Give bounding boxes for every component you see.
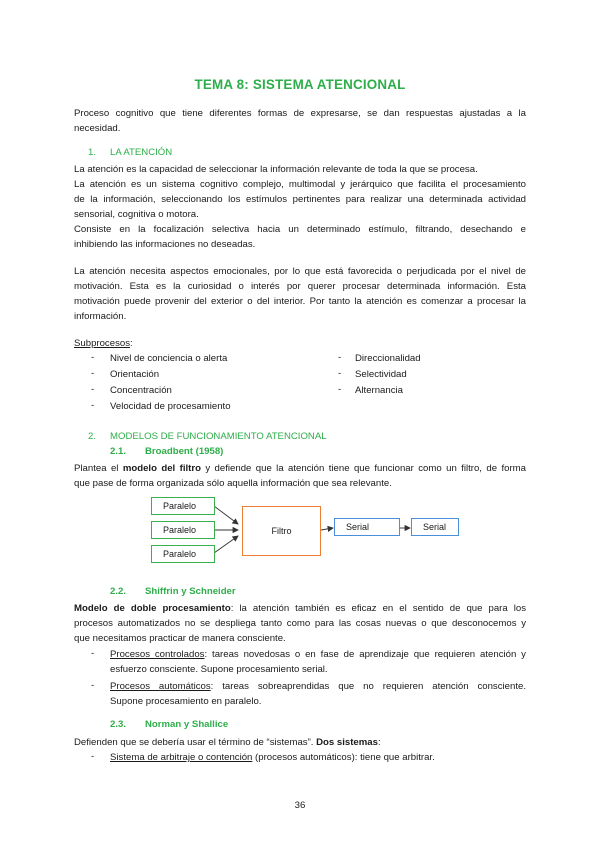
section-2-number: 2. (88, 431, 97, 442)
dash: - (91, 680, 95, 691)
subproceso-item: Orientación (110, 369, 160, 380)
s1-line-3: de la información, seleccionando los estímulos pertinentes para realizar una determinada actividad (74, 194, 526, 205)
shiffrin-line-2: procesos automatizados no se despliega tanto como para las cosas nuevas o que desconocemos y (74, 618, 526, 629)
s1-line-6: inhibiendo las informaciones no deseadas. (74, 239, 256, 250)
s1-para2-line-4: información. (74, 311, 127, 322)
paralelo-box: Paralelo (151, 521, 215, 539)
dash: - (338, 368, 342, 379)
intro-line-2: necesidad. (74, 123, 121, 134)
subsection-2-1-heading: Broadbent (1958) (145, 446, 224, 457)
norman-line-1: Defienden que se debería usar el término de “sistemas”. Dos sistemas: (74, 737, 381, 748)
subsection-2-1-number: 2.1. (110, 446, 127, 457)
paralelo-box: Paralelo (151, 545, 215, 563)
shiffrin-line-3: que necesitamos practicar de manera consciente. (74, 633, 286, 644)
subproceso-item: Alternancia (355, 385, 403, 396)
s1-line-1: La atención es la capacidad de seleccionar la información relevante de toda la que se procesa. (74, 164, 478, 175)
section-2-heading: MODELOS DE FUNCIONAMIENTO ATENCIONAL (110, 431, 327, 442)
s1-line-2: La atención es un sistema cognitivo complejo, multimodal y jerárquico que facilita el procesamiento (74, 179, 526, 190)
serial-box: Serial (334, 518, 400, 536)
broadbent-line-2: que pase de forma organizada sólo aquella información que sea relevante. (74, 478, 392, 489)
intro-line-1: Proceso cognitivo que tiene diferentes formas de expresarse, se dan respuestas ajustadas a la (74, 108, 526, 119)
arrow (214, 536, 238, 553)
page-number: 36 (294, 800, 306, 811)
s1-line-4: sensorial, cognitiva o motora. (74, 209, 199, 220)
dash: - (338, 352, 342, 363)
broadbent-line-1: Plantea el modelo del filtro y defiende que la atención tiene que funcionar como un filtro, de forma (74, 463, 526, 474)
subprocesos-label: Subprocesos: (74, 338, 133, 349)
section-1-number: 1. (88, 147, 97, 158)
subproceso-item: Selectividad (355, 369, 407, 380)
procesos-controlados-line-2: esfuerzo consciente. Supone procesamiento serial. (110, 664, 328, 675)
dash: - (91, 751, 95, 762)
s1-line-5: Consiste en la focalización selectiva hacia un determinado estímulo, filtrando, desechando e (74, 224, 526, 235)
s1-para2-line-3: motivación puede provenir del exterior o del interior. Por tanto la atención es comenzar a procesar la (74, 296, 526, 307)
section-1-heading: LA ATENCIÓN (110, 147, 173, 158)
subproceso-item: Velocidad de procesamiento (110, 401, 231, 412)
subproceso-item: Concentración (110, 385, 172, 396)
shiffrin-line-1: Modelo de doble procesamiento: la atención también es eficaz en el sentido de que para los (74, 603, 526, 614)
s1-para2-line-2: motivación. Esta es la curiosidad o interés por querer procesar determinada información. Esta (74, 281, 526, 292)
subsection-2-3-heading: Norman y Shallice (145, 719, 229, 730)
s1-para2-line-1: La atención necesita aspectos emocionales, por lo que está favorecida o perjudicada por el nivel de (74, 266, 526, 277)
subsection-2-2-heading: Shiffrin y Schneider (145, 586, 236, 597)
subsection-2-2-number: 2.2. (110, 586, 127, 597)
dash: - (91, 384, 95, 395)
filtro-box: Filtro (242, 506, 321, 556)
page-title: TEMA 8: SISTEMA ATENCIONAL (194, 77, 406, 92)
paralelo-box: Paralelo (151, 497, 215, 515)
arrow (214, 506, 238, 524)
dash: - (91, 352, 95, 363)
procesos-automaticos-line-2: Supone procesamiento en paralelo. (110, 696, 262, 707)
procesos-automaticos-line-1: Procesos automáticos: tareas sobreaprendidas que no requieren atención consciente. (110, 681, 526, 692)
dash: - (91, 648, 95, 659)
subproceso-item: Direccionalidad (355, 353, 421, 364)
dash: - (91, 400, 95, 411)
dash: - (91, 368, 95, 379)
subsection-2-3-number: 2.3. (110, 719, 127, 730)
arrow (321, 528, 333, 530)
dash: - (338, 384, 342, 395)
serial-box: Serial (411, 518, 459, 536)
sistema-arbitraje-line: Sistema de arbitraje o contención (procesos automáticos): tiene que arbitrar. (110, 752, 435, 763)
procesos-controlados-line-1: Procesos controlados: tareas novedosas o en fase de aprendizaje que requieren atención y (110, 649, 526, 660)
subproceso-item: Nivel de conciencia o alerta (110, 353, 228, 364)
